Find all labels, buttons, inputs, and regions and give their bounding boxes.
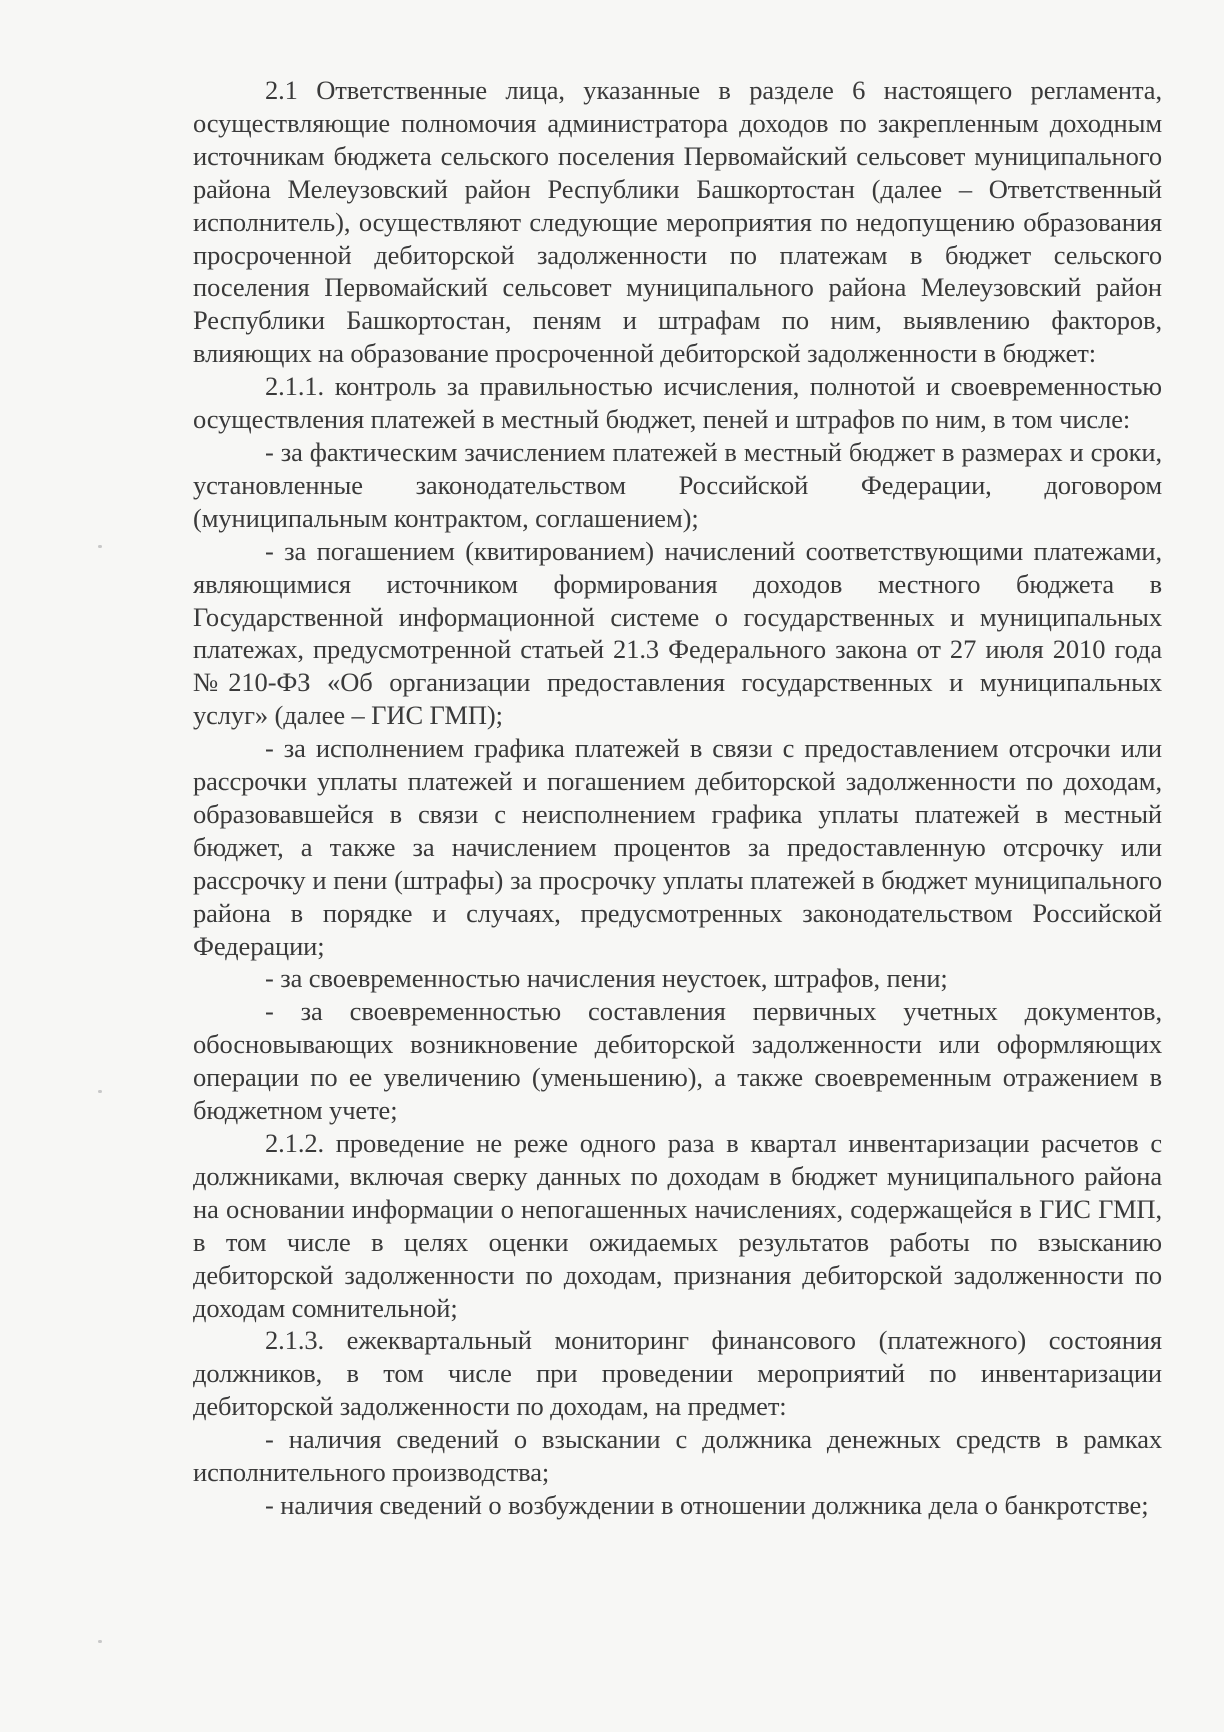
- list-item: - за погашением (квитированием) начислений соответствующими платежами, являющимися источником формирования доходов местного бюджета в Государственной информационной системе о государственных и муниципальных платежах, предусмотренной статьей 21.3 Федерального закона от 27 июля 2010 года №210-ФЗ «Об организации предоставления государственных и муниципальных услуг» (далее – ГИС ГМП);: [193, 535, 1162, 731]
- list-item: - за своевременностью начисления неустоек, штрафов, пени;: [265, 963, 948, 994]
- scan-speck: [98, 1640, 102, 1643]
- paragraph-2-1: 2.1 Ответственные лица, указанные в разделе 6 настоящего регламента, осуществляющие полномочия администратора доходов по закрепленным доходным источникам бюджета сельского поселения Первомайский сельсовет муниципального района Мелеузовский район Республики Башкортостан (далее – Ответственный исполнитель), осуществляют следующие мероприятия по недопущению образования просроченной дебиторской задолженности по платежам в бюджет сельского поселения Первомайский сельсовет муниципального района Мелеузовский район Республики Башкортостан, пеням и штрафам по ним, выявлению факторов, влияющих на образование просроченной дебиторской задолженности в бюджет:: [193, 75, 1162, 369]
- list-item: - за своевременностью составления первичных учетных документов, обосновывающих возникновение дебиторской задолженности или оформляющих операции по ее увеличению (уменьшению), а также своевременным отражением в бюджетном учете;: [193, 996, 1162, 1126]
- list-item: - наличия сведений о взыскании с должника денежных средств в рамках исполнительного производства;: [193, 1424, 1162, 1488]
- scan-speck: [98, 1090, 102, 1093]
- list-item: - за исполнением графика платежей в связи с предоставлением отсрочки или рассрочки уплаты платежей и погашением дебиторской задолженности по доходам, образовавшейся в связи с неисполнением графика уплаты платежей в местный бюджет, а также за начислением процентов за предоставленную отсрочку или рассрочку и пени (штрафы) за просрочку уплаты платежей в бюджет муниципального района в порядке и случаях, предусмотренных законодательством Российской Федерации;: [193, 733, 1162, 961]
- paragraph-2-1-2: 2.1.2. проведение не реже одного раза в квартал инвентаризации расчетов с должниками, включая сверку данных по доходам в бюджет муниципального района на основании информации о непогашенных начислениях, содержащейся в ГИС ГМП, в том числе в целях оценки ожидаемых результатов работы по взысканию дебиторской задолженности по доходам, признания дебиторской задолженности по доходам сомнительной;: [193, 1128, 1162, 1323]
- list-item: - за фактическим зачислением платежей в местный бюджет в размерах и сроки, установленные законодательством Российской Федерации, договором (муниципальным контрактом, соглашением);: [193, 436, 1162, 533]
- paragraph-2-1-3: 2.1.3. ежеквартальный мониторинг финансового (платежного) состояния должников, в том числе при проведении мероприятий по инвентаризации дебиторской задолженности по доходам, на предмет:: [193, 1325, 1162, 1422]
- paragraph-2-1-1: 2.1.1. контроль за правильностью исчисления, полнотой и своевременностью осуществления платежей в местный бюджет, пеней и штрафов по ним, в том числе:: [193, 371, 1162, 435]
- scan-speck: [98, 545, 102, 548]
- list-item: - наличия сведений о возбуждении в отношении должника дела о банкротстве;: [265, 1489, 1149, 1520]
